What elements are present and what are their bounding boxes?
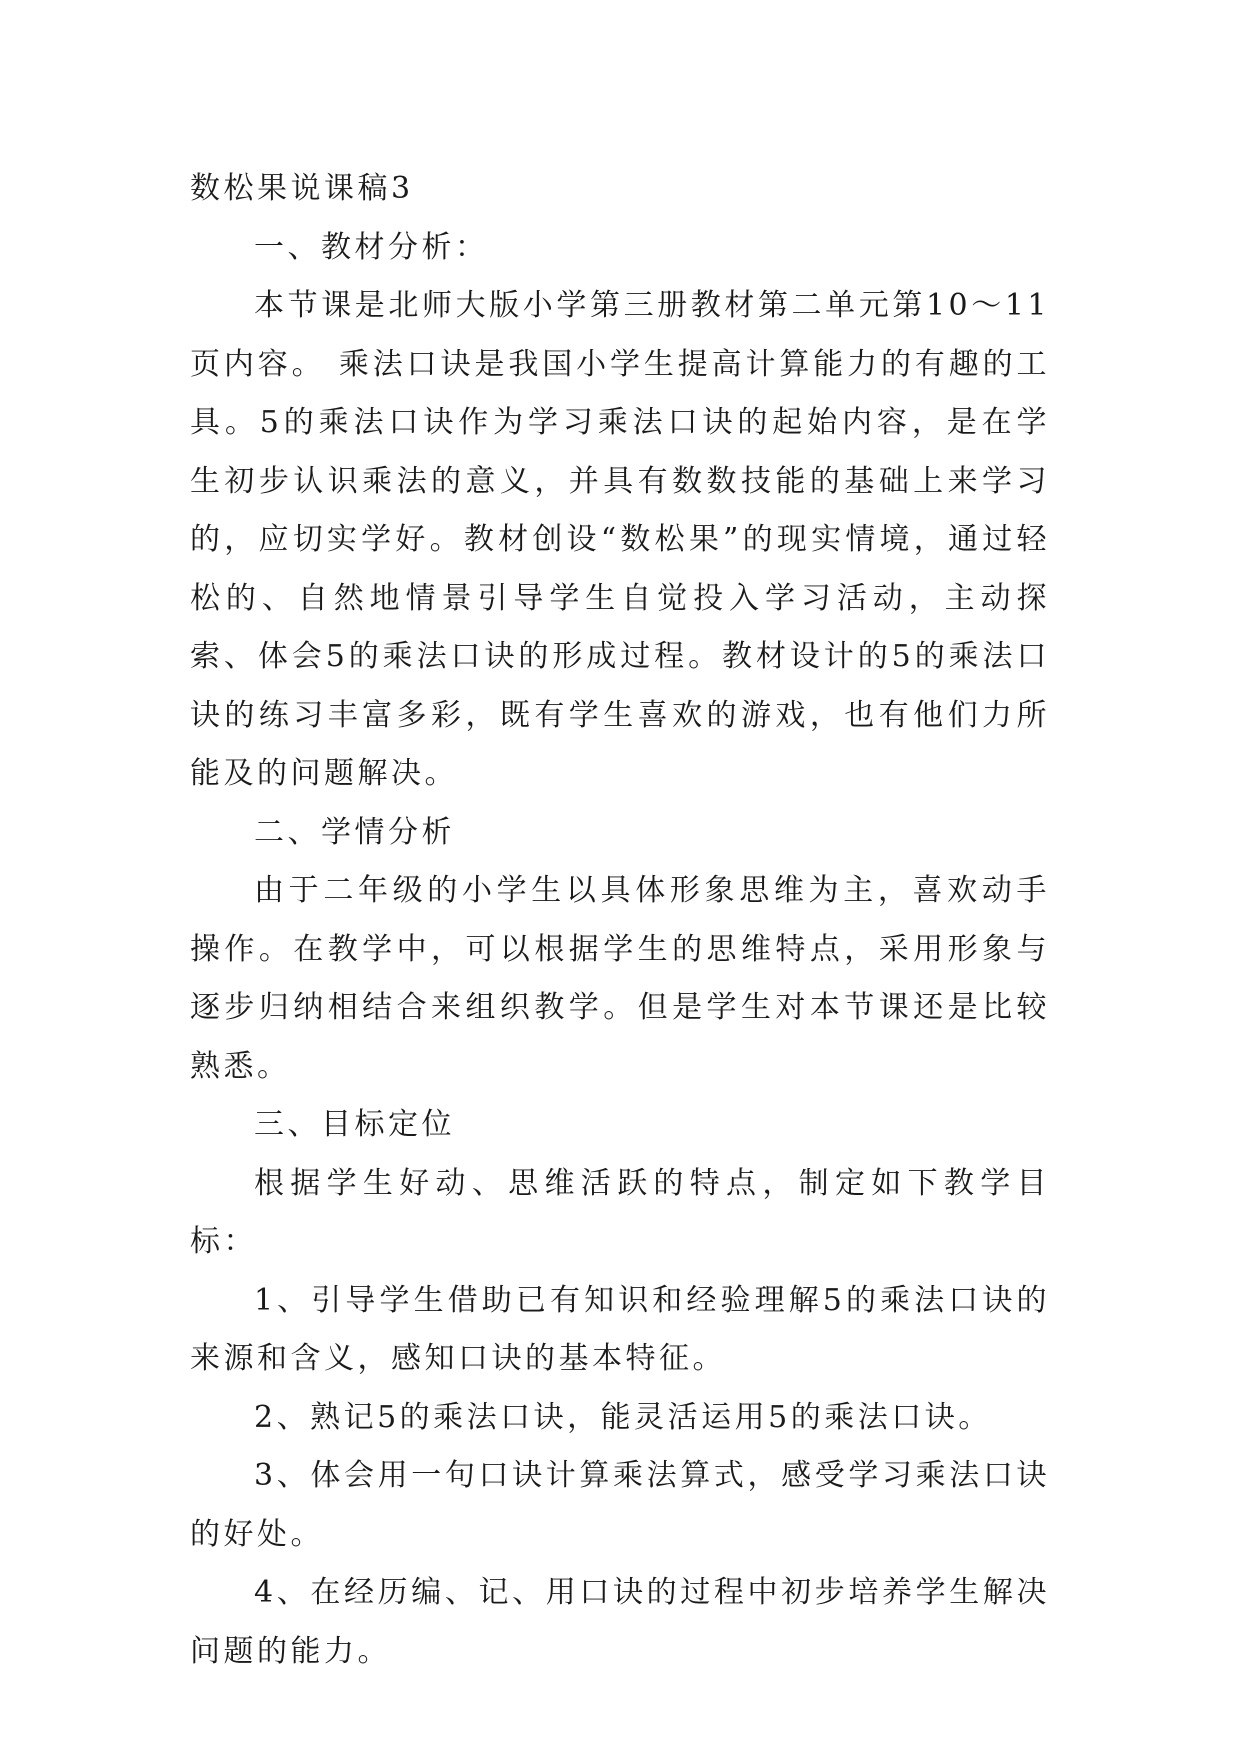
paragraph-textbook-analysis: 本节课是北师大版小学第三册教材第二单元第10～11页内容。 乘法口诀是我国小学生提高计算能力的有趣的工具。5的乘法口诀作为学习乘法口诀的起始内容，是在学生初步认识乘法的意义，并具有数数技能的基础上来学习的，应切实学好。教材创设“数松果”的现实情境，通过轻松的、自然地情景引导学生自觉投入学习活动，主动探索、体会5的乘法口诀的形成过程。教材设计的5的乘法口诀的练习丰富多彩，既有学生喜欢的游戏，也有他们力所能及的问题解决。 bbox=[190, 288, 1050, 791]
goal-item-3: 3、体会用一句口诀计算乘法算式，感受学习乘法口诀的好处。 bbox=[190, 1458, 1050, 1552]
paragraph-goal-intro: 根据学生好动、思维活跃的特点，制定如下教学目标： bbox=[190, 1165, 1050, 1259]
goal-item-1: 1、引导学生借助已有知识和经验理解5的乘法口诀的来源和含义，感知口诀的基本特征。 bbox=[190, 1282, 1050, 1376]
section-heading-learner-analysis: 二、学情分析 bbox=[254, 814, 455, 850]
document-title: 数松果说课稿3 bbox=[190, 171, 414, 206]
goal-item-2: 2、熟记5的乘法口诀，能灵活运用5的乘法口诀。 bbox=[254, 1399, 992, 1435]
document-body bbox=[190, 160, 1050, 1681]
goal-item-4: 4、在经历编、记、用口诀的过程中初步培养学生解决问题的能力。 bbox=[190, 1575, 1050, 1669]
section-heading-textbook-analysis: 一、教材分析： bbox=[254, 229, 489, 265]
section-heading-goal-positioning: 三、目标定位 bbox=[254, 1107, 455, 1142]
paragraph-learner-analysis: 由于二年级的小学生以具体形象思维为主，喜欢动手操作。在教学中，可以根据学生的思维特点，采用形象与逐步归纳相结合来组织教学。但是学生对本节课还是比较熟悉。 bbox=[190, 873, 1050, 1084]
